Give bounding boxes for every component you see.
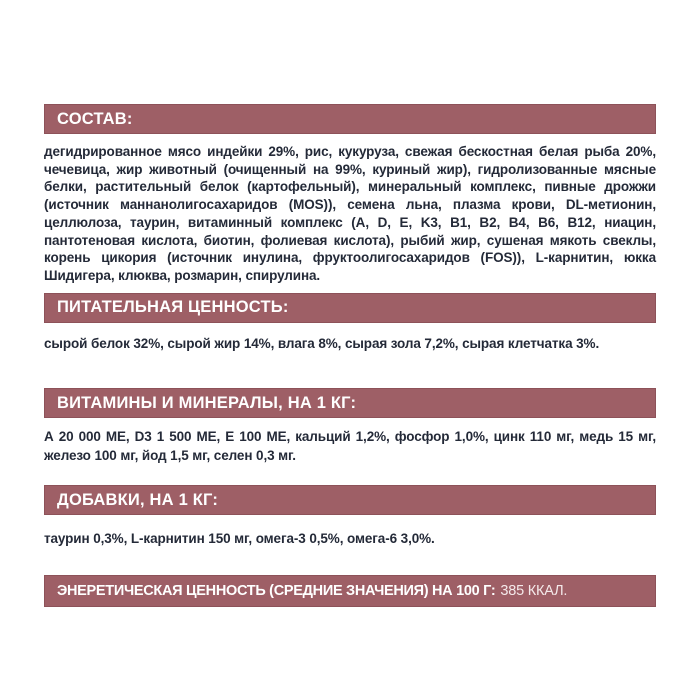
pet-food-label	[44, 0, 656, 607]
additives-header-title: ДОБАВКИ, НА 1 КГ:	[57, 490, 219, 509]
section-header-nutrition	[44, 293, 656, 323]
energy-value: 385 ККАЛ.	[500, 583, 568, 600]
vitamins-header-title: ВИТАМИНЫ И МИНЕРАЛЫ, НА 1 КГ:	[57, 393, 357, 412]
section-header-vitamins-minerals	[44, 388, 656, 418]
section-header-composition	[44, 104, 656, 134]
additives-text: таурин 0,3%, L-карнитин 150 мг, омега-3 0,5%, омега-6 3,0%.	[44, 531, 435, 547]
composition-header-title: СОСТАВ:	[57, 109, 133, 128]
vitamins-text: А 20 000 МЕ, D3 1 500 МЕ, Е 100 МЕ, кальций 1,2%, фосфор 1,0%, цинк 110 мг, медь 15 мг, железо 100 мг, йод 1,5 мг, селен 0,3 мг.	[44, 429, 656, 463]
energy-value-bar	[44, 575, 656, 607]
section-header-additives	[44, 485, 656, 515]
nutrition-text: сырой белок 32%, сырой жир 14%, влага 8%, сырая зола 7,2%, сырая клетчатка 3%.	[44, 335, 600, 351]
nutrition-header-title: ПИТАТЕЛЬНАЯ ЦЕННОСТЬ:	[57, 298, 289, 317]
energy-title: ЭНЕРЕТИЧЕСКАЯ ЦЕННОСТЬ (СРЕДНИЕ ЗНАЧЕНИЯ) НА 100 Г:	[57, 583, 496, 600]
composition-text: дегидрированное мясо индейки 29%, рис, кукуруза, свежая бескостная белая рыба 20%, чечевица, жир животный (очищенный на 99%, куриный жир), гидролизованные мясные белки, растительный белок (картофельный), минеральный комплекс, пивные дрожжи (источник маннанолигосахаридов (MOS)), семена льна, плазма крови, DL-метионин, целлюлоза, таурин, витаминный комплекс (A, D, E, K3, B1, B2, B4, B6, B12, ниацин, пантотеновая кислота, биотин, фолиевая кислота), рыбий жир, сушеная мякоть свеклы, корень цикория (источник инулина, фруктоолигосахаридов (FOS)), L-карнитин, юкка Шидигера, клюква, розмарин, спирулина.	[44, 144, 656, 283]
